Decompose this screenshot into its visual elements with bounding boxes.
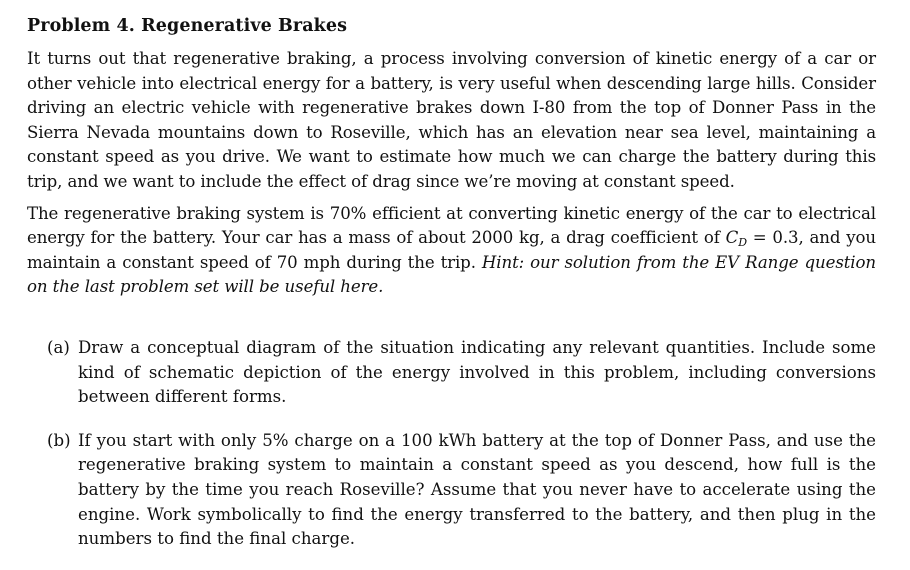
part-b-label: (b): [47, 430, 71, 450]
problem-title: Problem 4. Regenerative Brakes: [27, 16, 348, 36]
part-a-label: (a): [47, 337, 70, 357]
part-b-text: If you start with only 5% charge on a 100 kWh battery at the top of Donner Pass, and use the regenerative braking system to maintain a constant speed as you descend, how full is the battery by the time you reach Roseville? Assume that you never have to accelerate using the engine. Work symbolically to find the energy transferred to the battery, and then plug in the numbers to find the final charge.: [78, 430, 876, 549]
given-paragraph: [27, 202, 876, 300]
intro-paragraph: It turns out that regenerative braking, a process involving conversion of kinetic energy of a car or other vehicle into electrical energy for a battery, is very useful when descending large hills. Consider driving an electric vehicle with regenerative brakes down I-80 from the top of Donner Pass in the Sierra Nevada mountains down to Roseville, which has an elevation near sea level, maintaining a constant speed as you drive. We want to estimate how much we can charge the battery during this trip, and we want to include the effect of drag since we’re moving at constant speed.: [27, 49, 876, 191]
problem-parts: [27, 336, 876, 552]
drag-coefficient-symbol: $C_D$: [725, 228, 747, 250]
given-text: The regenerative braking system is 70% efficient at converting kinetic energy of the car to electrical energy for the battery. Your car has a mass of about 2000 kg, a drag coefficient of: [27, 203, 876, 248]
hint-text: Hint: our solution from the EV Range question on the last problem set will be useful here.: [27, 252, 876, 297]
given-text-continued: = 0.3, and you maintain a constant speed of 70 mph during the trip.: [27, 228, 876, 272]
part-a-text: Draw a conceptual diagram of the situation indicating any relevant quantities. Include some kind of schematic depiction of the energy involved in this problem, including conversions between different forms.: [78, 337, 876, 407]
part-a: [47, 336, 876, 410]
part-b: [47, 429, 876, 552]
